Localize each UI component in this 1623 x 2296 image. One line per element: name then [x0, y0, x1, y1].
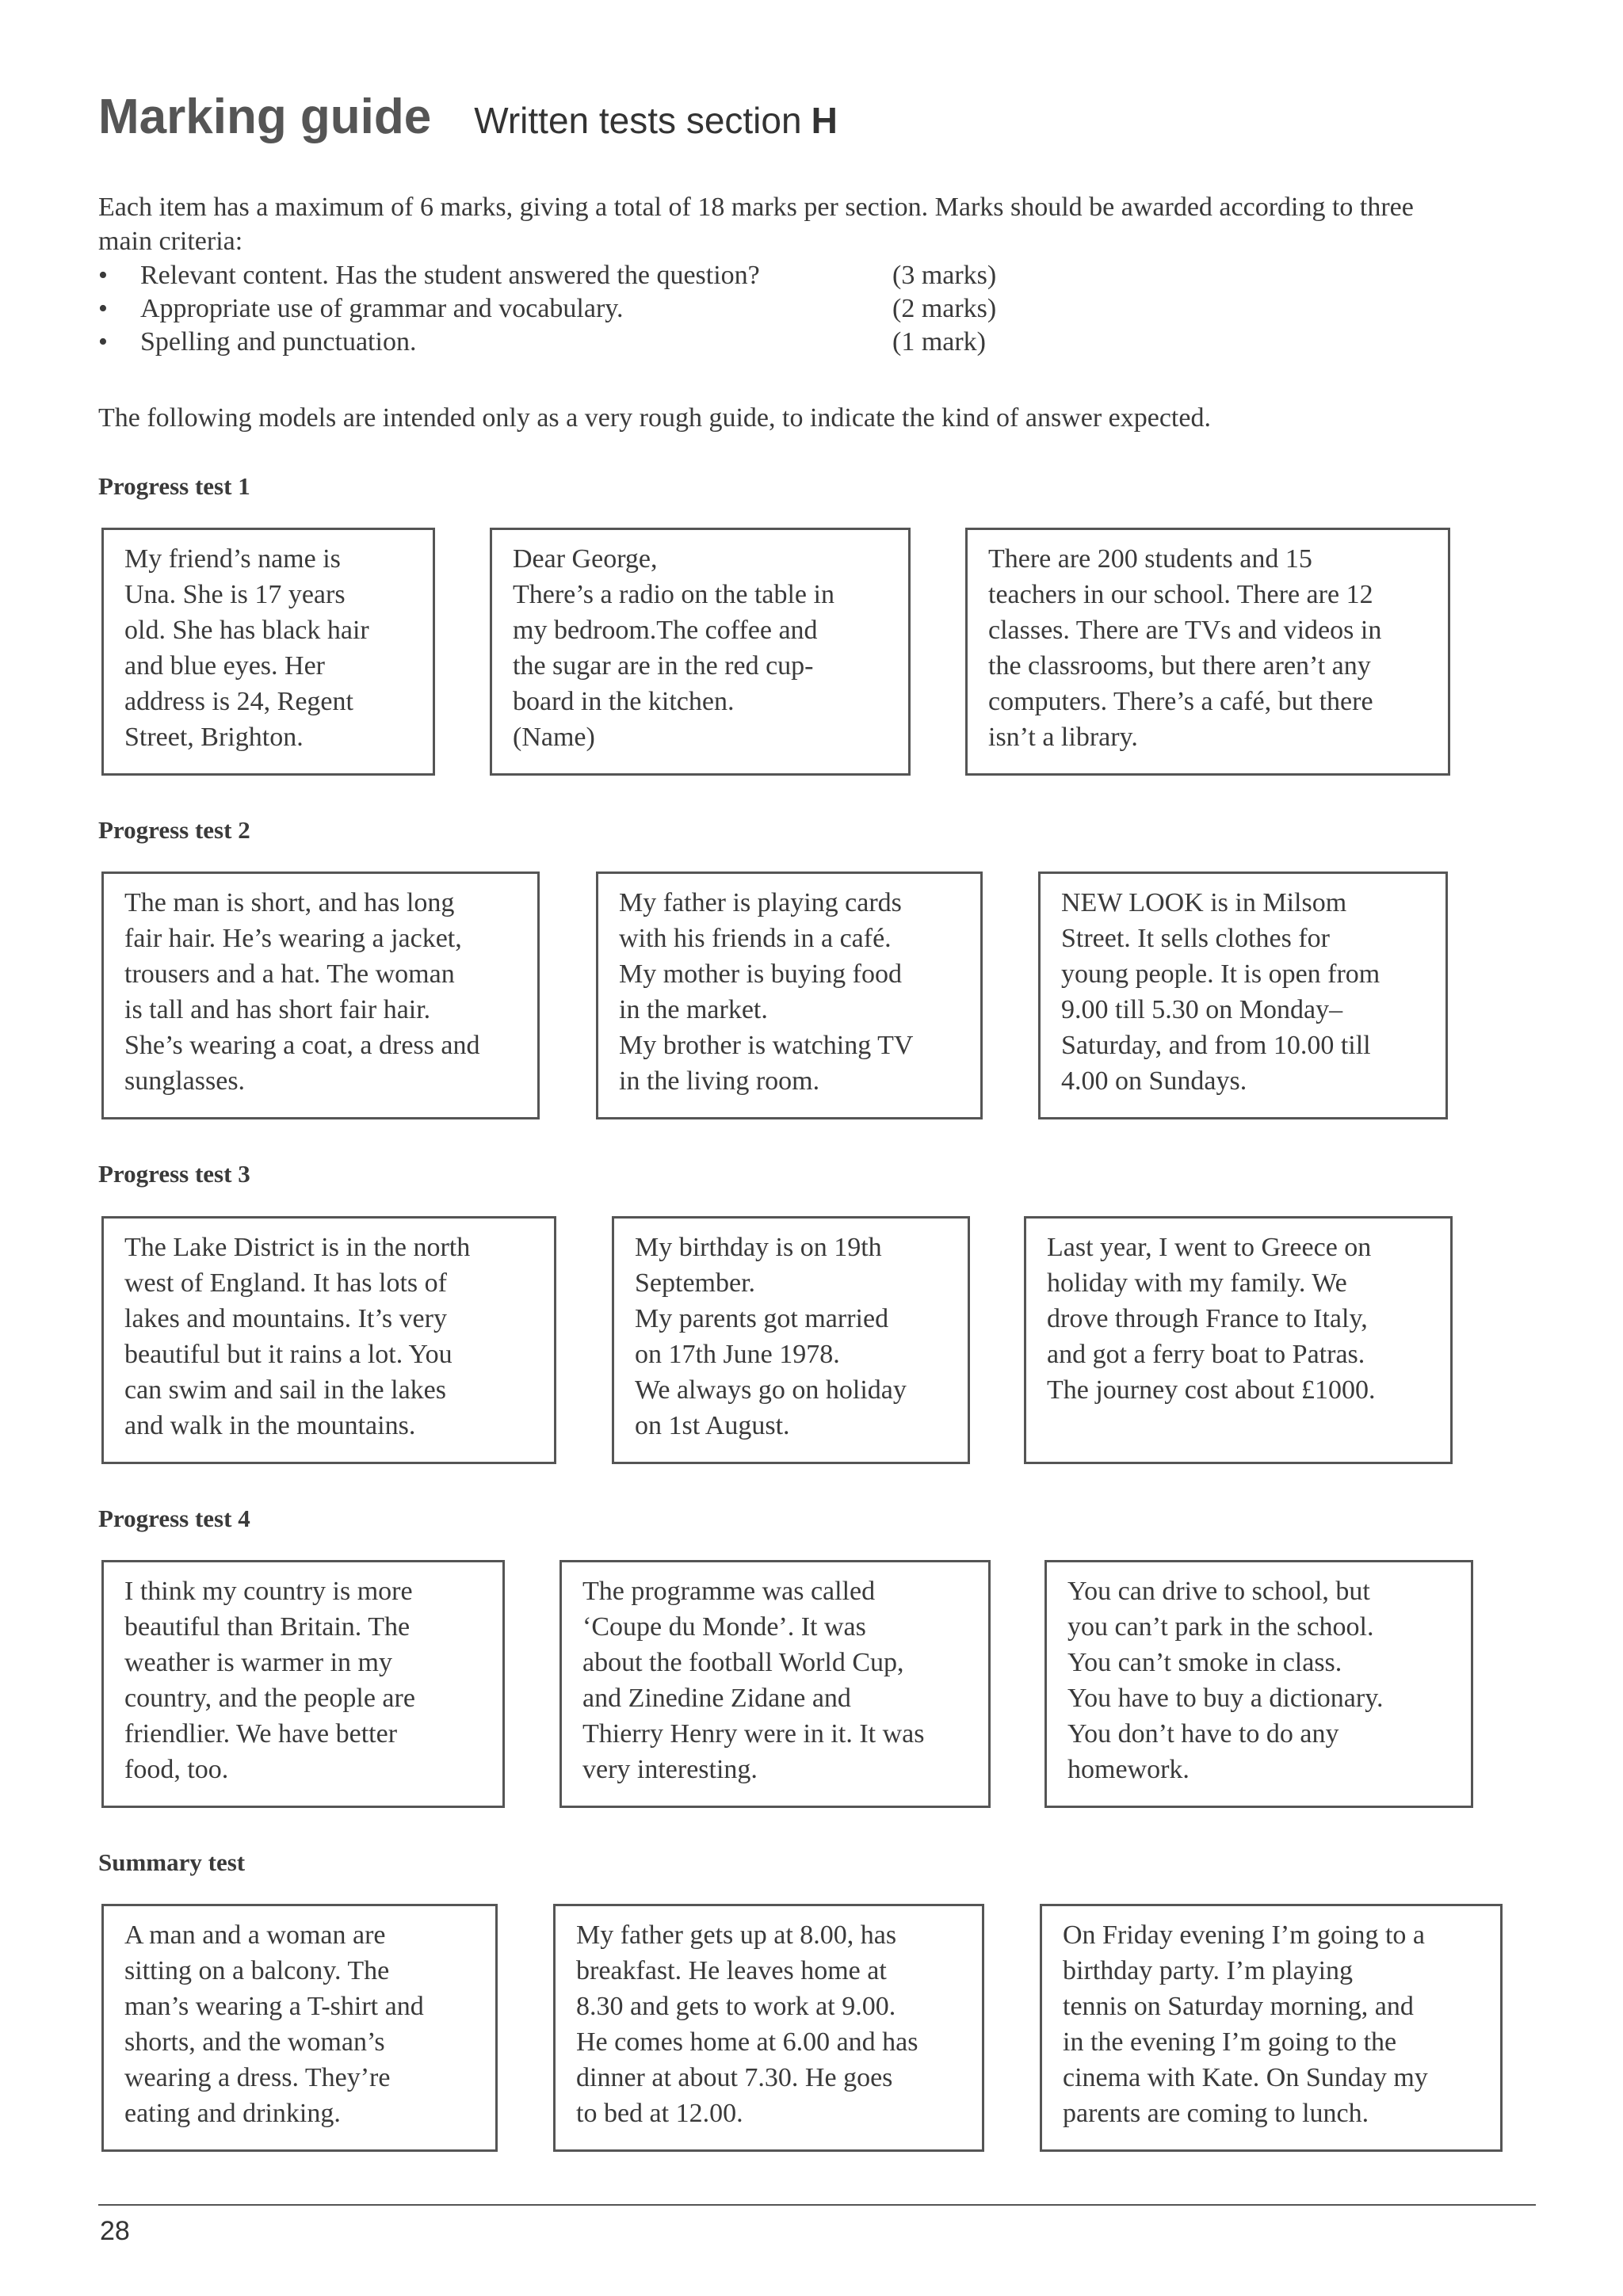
criteria-text: Spelling and punctuation. — [140, 327, 417, 357]
criteria-marks: (2 marks) — [892, 294, 997, 323]
intro-paragraph: Each item has a maximum of 6 marks, giving a total of 18 marks per section. Marks should be awarded according to three main criteria: — [98, 193, 1414, 256]
page-title: Marking guide — [98, 90, 432, 144]
answer-box: Dear George, There’s a radio on the table in my bedroom.The coffee and the sugar are in the red cup- board in the kitchen. (Name) — [490, 528, 911, 776]
bullet: • — [98, 294, 108, 323]
section-label-progress-test-3: Progress test 3 — [98, 1160, 250, 1188]
intro-block — [98, 190, 1461, 358]
footer-rule — [98, 2204, 1536, 2206]
page-subtitle — [474, 100, 838, 141]
models-note: The following models are intended only as a very rough guide, to indicate the kind of answer expected. — [98, 403, 1211, 433]
answer-box: There are 200 students and 15 teachers in our school. There are 12 classes. There are TVs and videos in the classrooms, but there aren’t any computers. There’s a café, but there isn’t a library. — [965, 528, 1450, 776]
answer-box: NEW LOOK is in Milsom Street. It sells clothes for young people. It is open from 9.00 till 5.30 on Monday– Saturday, and from 10.00 till 4.00 on Sundays. — [1038, 871, 1448, 1119]
criteria-marks: (3 marks) — [892, 261, 997, 290]
criteria-marks: (1 mark) — [892, 327, 987, 357]
subtitle-text: Written tests section — [474, 100, 802, 141]
section-label-progress-test-4: Progress test 4 — [98, 1505, 250, 1532]
page-header — [98, 89, 838, 145]
answer-box: You can drive to school, but you can’t park in the school. You can’t smoke in class. You have to buy a dictionary. You don’t have to do any homework. — [1044, 1560, 1473, 1808]
section-label-progress-test-1: Progress test 1 — [98, 472, 250, 500]
criteria-text: Appropriate use of grammar and vocabulary. — [140, 294, 624, 323]
answer-box: My father gets up at 8.00, has breakfast. He leaves home at 8.30 and gets to work at 9.00. He comes home at 6.00 and has dinner at about 7.30. He goes to bed at 12.00. — [553, 1904, 984, 2152]
section-label-summary-test: Summary test — [98, 1848, 246, 1876]
bullet: • — [98, 327, 108, 357]
criteria-item — [98, 292, 1461, 325]
page-number: 28 — [100, 2216, 130, 2246]
answer-box: My father is playing cards with his friends in a café. My mother is buying food in the market. My brother is watching TV in the living room. — [596, 871, 983, 1119]
answer-box: The man is short, and has long fair hair. He’s wearing a jacket, trousers and a hat. The woman is tall and has short fair hair. She’s wearing a coat, a dress and sunglasses. — [101, 871, 540, 1119]
answer-box: My birthday is on 19th September. My parents got married on 17th June 1978. We always go on holiday on 1st August. — [612, 1216, 970, 1464]
criteria-item — [98, 325, 1461, 358]
answer-box: I think my country is more beautiful than Britain. The weather is warmer in my country, and the people are friendlier. We have better food, too. — [101, 1560, 505, 1808]
criteria-text: Relevant content. Has the student answered the question? — [140, 261, 760, 290]
answer-box: My friend’s name is Una. She is 17 years old. She has black hair and blue eyes. Her address is 24, Regent Street, Brighton. — [101, 528, 435, 776]
answer-box: The Lake District is in the north west of England. It has lots of lakes and mountains. It’s very beautiful but it rains a lot. You can swim and sail in the lakes and walk in the mountains. — [101, 1216, 556, 1464]
answer-box: On Friday evening I’m going to a birthday party. I’m playing tennis on Saturday morning, and in the evening I’m going to the cinema with Kate. On Sunday my parents are coming to lunch. — [1040, 1904, 1503, 2152]
criteria-list — [98, 258, 1461, 358]
answer-box: The programme was called ‘Coupe du Monde’. It was about the football World Cup, and Zinedine Zidane and Thierry Henry were in it. It was very interesting. — [559, 1560, 991, 1808]
section-label-progress-test-2: Progress test 2 — [98, 816, 250, 844]
section-letter: H — [811, 100, 838, 141]
criteria-item — [98, 258, 1461, 292]
answer-box: Last year, I went to Greece on holiday with my family. We drove through France to Italy, and got a ferry boat to Patras. The journey cost about £1000. — [1024, 1216, 1453, 1464]
answer-box: A man and a woman are sitting on a balcony. The man’s wearing a T-shirt and shorts, and the woman’s wearing a dress. They’re eating and drinking. — [101, 1904, 498, 2152]
bullet: • — [98, 261, 108, 290]
